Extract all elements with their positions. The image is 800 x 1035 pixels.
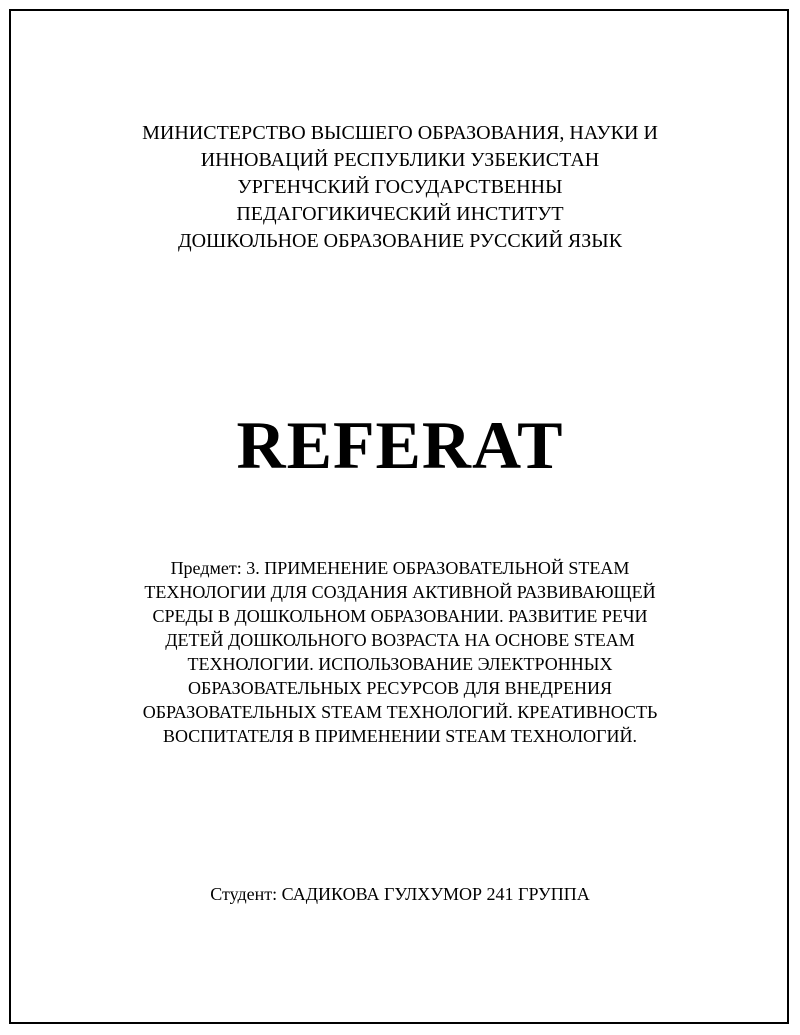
header-line: ИННОВАЦИЙ РЕСПУБЛИКИ УЗБЕКИСТАН (200, 149, 600, 171)
header-line: УРГЕНЧСКИЙ ГОСУДАРСТВЕННЫ (237, 176, 563, 198)
subject-line: СРЕДЫ В ДОШКОЛЬНОМ ОБРАЗОВАНИИ. РАЗВИТИЕ РЕЧИ (152, 606, 648, 626)
header-line: ПЕДАГОГИКИЧЕСКИЙ ИНСТИТУТ (236, 203, 564, 225)
subject-line: ТЕХНОЛОГИИ. ИСПОЛЬЗОВАНИЕ ЭЛЕКТРОННЫХ (187, 654, 613, 674)
institution-header (40, 120, 760, 255)
subject-line: Предмет: 3. ПРИМЕНЕНИЕ ОБРАЗОВАТЕЛЬНОЙ STEAM (170, 558, 630, 578)
header-line: ДОШКОЛЬНОЕ ОБРАЗОВАНИЕ РУССКИЙ ЯЗЫК (177, 230, 623, 252)
subject-description (120, 556, 680, 748)
subject-line: ВОСПИТАТЕЛЯ В ПРИМЕНЕНИИ STEAM ТЕХНОЛОГИЙ. (163, 726, 637, 746)
document-title: REFERAT (236, 407, 564, 483)
subject-line: ТЕХНОЛОГИИ ДЛЯ СОЗДАНИЯ АКТИВНОЙ РАЗВИВАЮЩЕЙ (144, 582, 656, 602)
subject-line: ОБРАЗОВАТЕЛЬНЫХ РЕСУРСОВ ДЛЯ ВНЕДРЕНИЯ (188, 678, 612, 698)
student-info: Студент: САДИКОВА ГУЛХУМОР 241 ГРУППА (210, 884, 590, 904)
subject-line: ДЕТЕЙ ДОШКОЛЬНОГО ВОЗРАСТА НА ОСНОВЕ STEAM (165, 630, 635, 650)
subject-line: ОБРАЗОВАТЕЛЬНЫХ STEAM ТЕХНОЛОГИЙ. КРЕАТИВНОСТЬ (142, 702, 658, 722)
header-line: МИНИСТЕРСТВО ВЫСШЕГО ОБРАЗОВАНИЯ, НАУКИ И (142, 122, 658, 144)
